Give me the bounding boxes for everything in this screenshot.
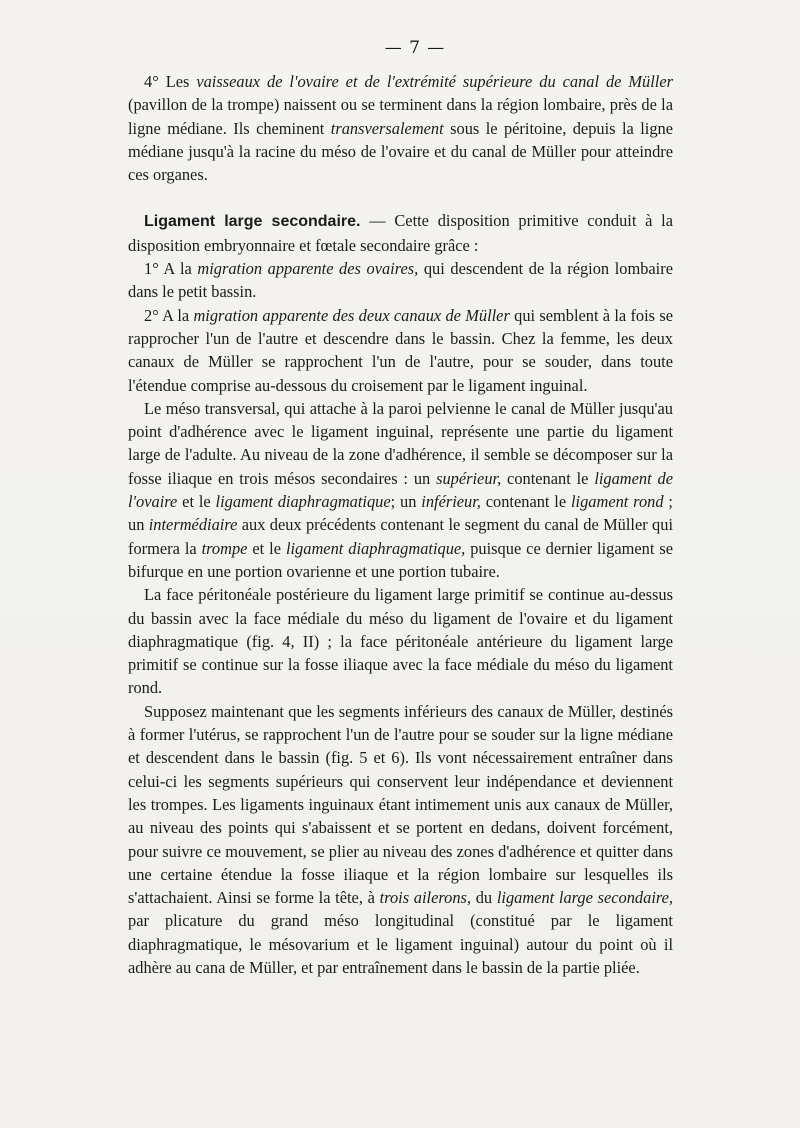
text-run: 1° A la [144, 259, 192, 279]
paragraph-peritoneal-face: La face péritonéale postérieure du ligament large primitif se continue au-dessus du bassin avec la face médiale du méso du ligament de l'ovaire et du ligament diaphragmatique (fig. 4, II) ; la face péritonéale antérieure du ligament large primitif se continue sur la fosse iliaque avec la face médiale du méso du ligament rond. [128, 585, 673, 698]
italic-run: trois ailerons, [379, 888, 472, 908]
paragraph-secondary-ligament [128, 209, 673, 257]
paragraph-vessels [128, 70, 673, 186]
text-run: 4° Les [144, 72, 190, 91]
italic-run: migration apparente des ovaires, [197, 259, 419, 279]
italic-run: vaisseaux de l'ovaire et de l'extrémité supérieure du canal de Müller [196, 72, 673, 91]
text-run: et le [252, 538, 281, 558]
italic-run: supérieur, [436, 468, 502, 488]
text-run: qui semblent à la fois se rapprocher l'un de l'autre et descendre dans le bassin. Chez la femme, les deux canaux de Müller se rapprochent l'un de l'autre, pour se souder, dans toute l'étendue comprise au-dessous du croisement par le ligament inguinal. [128, 305, 673, 395]
text-run: ; un [128, 492, 673, 535]
text-run: — Cette disposition primitive conduit à la disposition embryonnaire et fœtale secondaire grâce : [128, 211, 673, 255]
page-number: — 7 — [384, 38, 446, 58]
text-run: (pavillon de la trompe) naissent ou se terminent dans la région lombaire, près de la ligne médiane. Ils cheminent [128, 95, 673, 138]
text-run: qui descendent de la région lombaire dans le petit bassin. [128, 259, 673, 302]
text-run: du [475, 888, 493, 908]
italic-run: ligament diaphragmatique [215, 492, 391, 512]
italic-run: ligament de l'ovaire [128, 468, 673, 512]
text-run: puisque ce dernier ligament se bifurque en une portion ovarienne et une portion tubaire. [128, 538, 673, 581]
text-run: Le méso transversal, qui attache à la paroi pelvienne le canal de Müller jusqu'au point d'adhérence avec le ligament inguinal, représente une partie du ligament large de l'adulte. Au niveau de la zone d'adhérence, il semble se décomposer sur la fosse iliaque en trois mésos secondaires : un [128, 398, 673, 488]
section-heading: Ligament large secondaire. [144, 213, 361, 231]
paragraph-suppose [128, 700, 673, 980]
paragraph-gap [128, 186, 673, 209]
italic-run: transversalement [330, 118, 444, 138]
paragraph-ovary-migration [128, 257, 673, 304]
text-run: Supposez maintenant que les segments inférieurs des canaux de Müller, destinés à former l'utérus, se rapprochent l'un de l'autre pour se souder sur la ligne médiane et descendent dans le bassin (fig. 5 et 6). Ils vont nécessairement entraîner dans celui-ci les segments supérieurs qui conservent leur indépendance et deviennent les trompes. Les ligaments inguinaux étant intimement unis aux canaux de Müller, au niveau des points qui s'abaissent et se portent en dedans, doivent forcément, pour suivre ce mouvement, se plier au niveau des zones d'adhérence et quitter dans une certaine étendue la fosse iliaque et la région lombaire sur lesquelles ils s'attachaient. Ainsi se forme la tête, à [128, 701, 673, 908]
text-run: et le [182, 492, 211, 512]
text-run: aux deux précédents contenant le segment du canal de Müller qui formera la [128, 515, 673, 558]
text-run: 2° A la [144, 305, 190, 325]
italic-run: intermédiaire [148, 515, 238, 535]
italic-run: inférieur, [421, 492, 481, 512]
italic-run: ligament rond [570, 492, 664, 512]
paragraph-canal-migration [128, 304, 673, 397]
text-run: par plicature du grand méso longitudinal (constitué par le ligament diaphragmatique, le mésovarium et le ligament inguinal) autour du point où il adhère au cana de Müller, et par entraînement dans le bassin de la partie pliée. [128, 911, 673, 977]
text-run: contenant le [485, 492, 567, 512]
text-run: sous le péritoine, depuis la ligne médiane jusqu'à la racine du méso de l'ovaire et du canal de Müller pour atteindre ces organes. [128, 118, 673, 185]
text-run: contenant le [507, 468, 589, 488]
italic-run: trompe [201, 538, 248, 558]
paragraph-transverse-meso [128, 397, 673, 583]
italic-run: ligament diaphragmatique, [285, 538, 466, 558]
italic-run: ligament large secondaire, [496, 888, 674, 908]
italic-run: migration apparente des deux canaux de Müller [193, 305, 510, 325]
text-run: ; un [390, 492, 417, 512]
body-text [128, 70, 673, 979]
